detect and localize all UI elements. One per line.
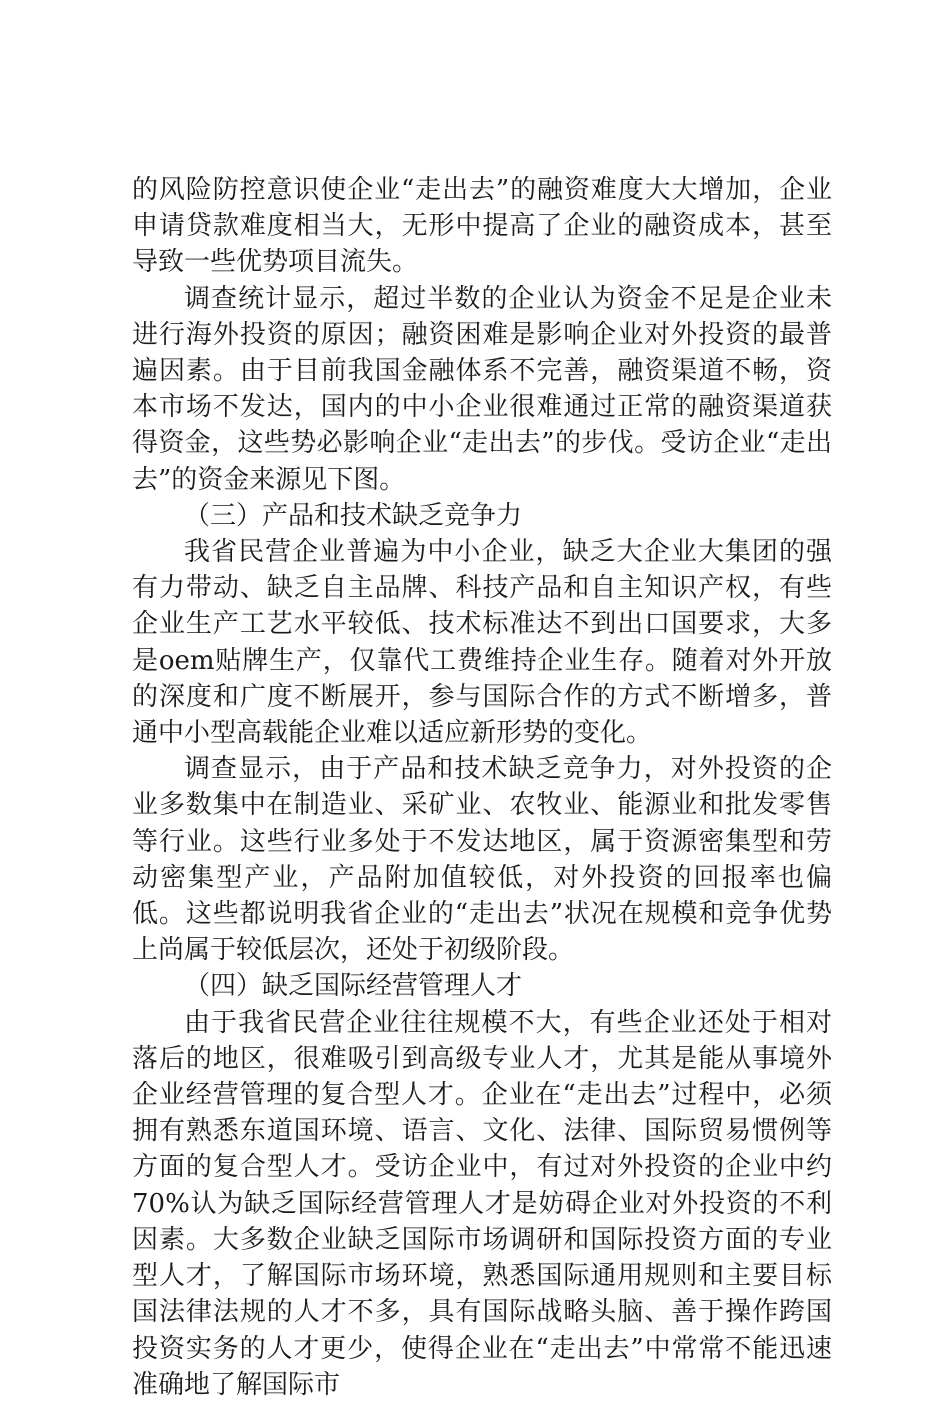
paragraph-product-tech: 我省民营企业普遍为中小企业，缺乏大企业大集团的强有力带动、缺乏自主品牌、科技产品和自主知识产权，有些企业生产工艺水平较低、技术标准达不到出口国要求，大多是oem贴牌生产，仅靠代工费维持企业生存。随着对外开放的深度和广度不断展开，参与国际合作的方式不断增多，普通中小型高载能企业难以适应新形势的变化。 [132,537,832,749]
paragraph-industry-survey: 调查显示，由于产品和技术缺乏竞争力，对外投资的企业多数集中在制造业、采矿业、农牧业、能源业和批发零售等行业。这些行业多处于不发达地区，属于资源密集型和劳动密集型产业，产品附加值较低，对外投资的回报率也偏低。这些都说明我省企业的“走出去”状况在规模和竞争优势上尚属于较低层次，还处于初级阶段。 [132,754,832,966]
section-heading-4: （四）缺乏国际经营管理人才 [184,971,523,1002]
paragraph-funding-survey: 调查统计显示，超过半数的企业认为资金不足是企业未进行海外投资的原因；融资困难是影响企业对外投资的最普遍因素。由于目前我国金融体系不完善，融资渠道不畅，资本市场不发达，国内的中小企业很难通过正常的融资渠道获得资金，这些势必影响企业“走出去”的步伐。受访企业“走出去”的资金来源见下图。 [132,283,832,495]
section-heading-3: （三）产品和技术缺乏竞争力 [184,500,523,531]
paragraph-continuation: 的风险防控意识使企业“走出去”的融资难度大大增加，企业申请贷款难度相当大，无形中提高了企业的融资成本，甚至导致一些优势项目流失。 [132,175,832,278]
paragraph-talent: 由于我省民营企业往往规模不大，有些企业还处于相对落后的地区，很难吸引到高级专业人才，尤其是能从事境外企业经营管理的复合型人才。企业在“走出去”过程中，必须拥有熟悉东道国环境、语言、文化、法律、国际贸易惯例等方面的复合型人才。受访企业中，有过对外投资的企业中约70%认为缺乏国际经营管理人才是妨碍企业对外投资的不利因素。大多数企业缺乏国际市场调研和国际投资方面的专业型人才，了解国际市场环境，熟悉国际通用规则和主要目标国法律法规的人才不多，具有国际战略头脑、善于操作跨国投资实务的人才更少，使得企业在“走出去”中常常不能迅速准确地了解国际市 [132,1007,832,1400]
document-body [132,172,832,1403]
